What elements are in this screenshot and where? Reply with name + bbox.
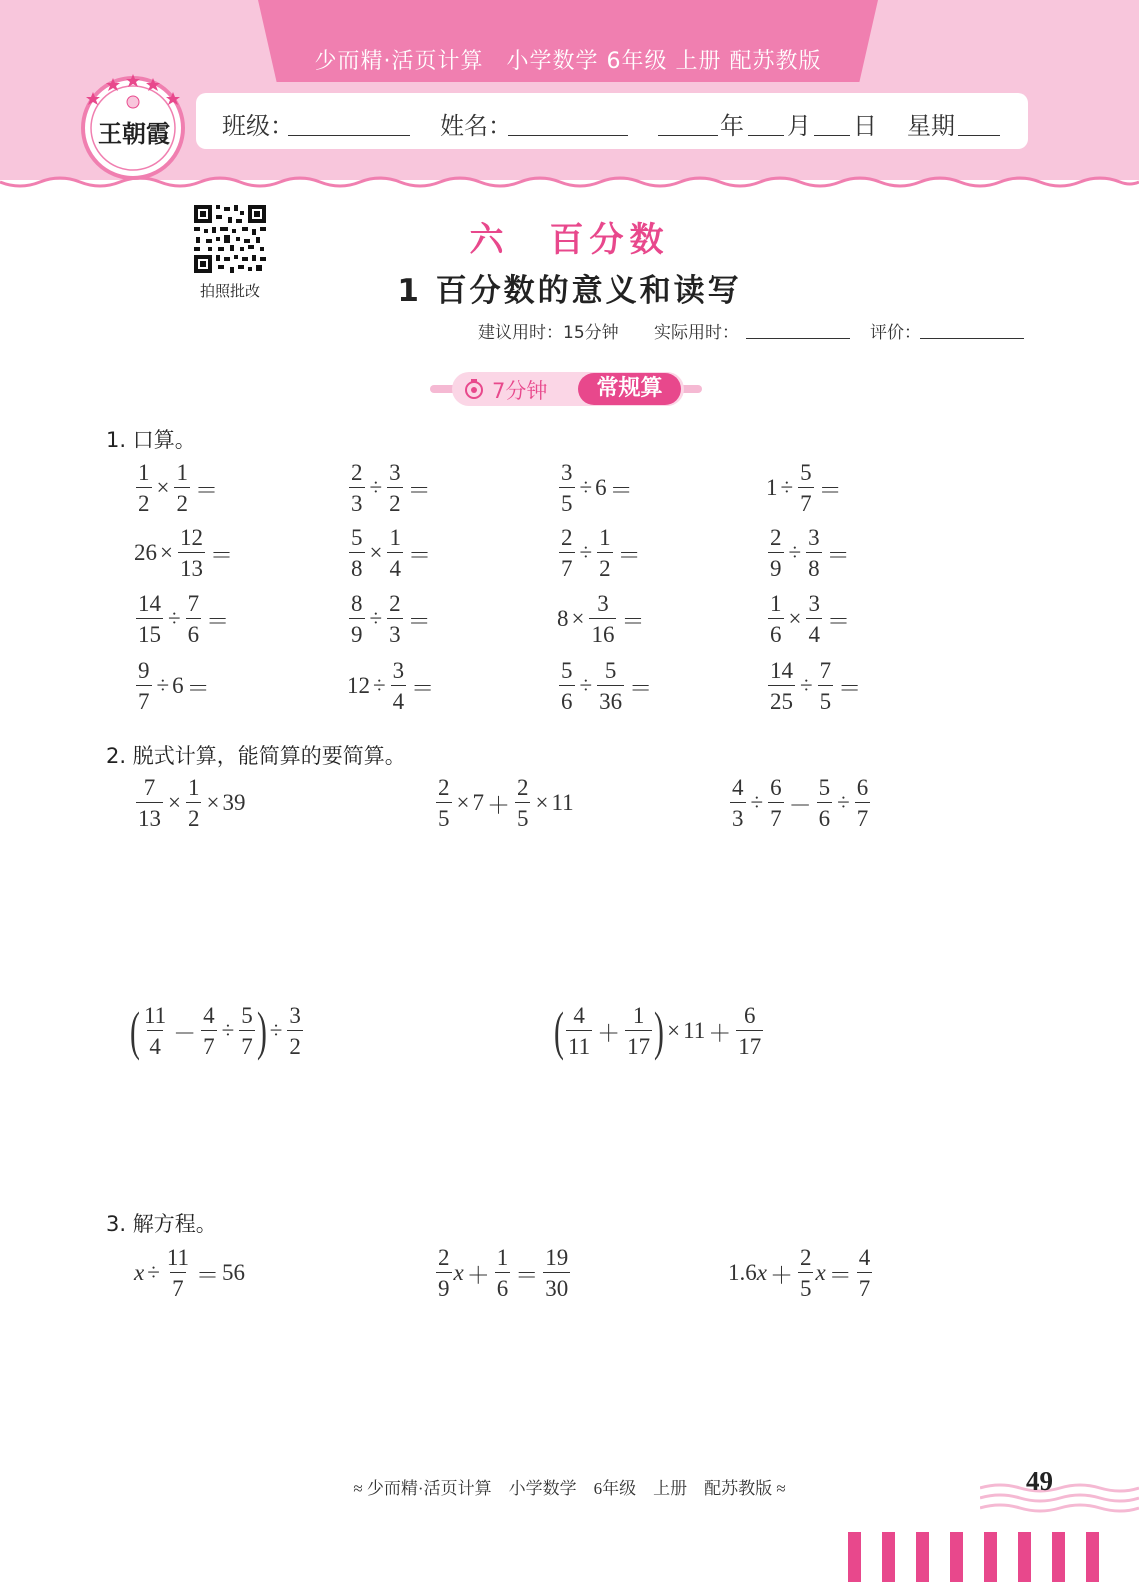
q3-item-1: x ÷ $\frac{11}{7}$ ＝ 56 <box>134 1245 245 1301</box>
timer-text: 7分钟 <box>492 379 548 403</box>
footer-stripe <box>1052 1532 1065 1582</box>
qr-caption: 拍照批改 <box>199 282 260 300</box>
footer-stripe <box>916 1532 929 1582</box>
q1-item-4: 1 ÷ $\frac{5}{7}$ ＝ <box>766 460 842 516</box>
footer-stripe <box>1086 1532 1099 1582</box>
stopwatch-icon <box>463 378 485 400</box>
year-field[interactable] <box>658 135 718 136</box>
day-field[interactable] <box>814 135 850 136</box>
q2-item-4: ( $\frac{11}{4}$ － $\frac{4}{7}$ ÷ $\frac{5}{7}$ ) ÷ $\frac{3}{2}$ <box>130 1001 301 1061</box>
suggested-time: 建议用时：15分钟 <box>478 323 619 343</box>
lesson-title: 1 百分数的意义和读写 <box>397 273 742 309</box>
q1-item-9: $\frac{14}{15}$ ÷ $\frac{7}{6}$ ＝ <box>138 591 230 647</box>
name-label: 姓名： <box>440 112 512 140</box>
footer-stripe <box>1018 1532 1031 1582</box>
q1-item-10: $\frac{8}{9}$ ÷ $\frac{2}{3}$ ＝ <box>351 591 431 647</box>
q2-item-3: $\frac{4}{3}$ ÷ $\frac{6}{7}$ － $\frac{5}{6}$ ÷ $\frac{6}{7}$ <box>732 775 869 831</box>
month-label: 月 <box>787 112 811 140</box>
q1-item-8: $\frac{2}{9}$ ÷ $\frac{3}{8}$ ＝ <box>770 525 850 581</box>
q1-item-14: 12 ÷ $\frac{3}{4}$ ＝ <box>347 658 435 714</box>
evaluation-label: 评价： <box>870 323 921 343</box>
actual-time-label: 实际用时： <box>654 323 739 343</box>
class-label: 班级： <box>222 112 294 140</box>
q2-item-5: ( $\frac{4}{11}$ ＋ $\frac{1}{17}$ ) × 11 ＋ $\frac{6}{17}$ <box>554 1001 762 1061</box>
q3-item-2: $\frac{2}{9}$ x ＋ $\frac{1}{6}$ ＝ $\frac{19}{30}$ <box>438 1245 569 1301</box>
name-field[interactable] <box>508 135 628 136</box>
page-number: 49 <box>1026 1466 1053 1496</box>
q3-item-3: 1.6 x ＋ $\frac{2}{5}$ x ＝ $\frac{4}{7}$ <box>728 1245 871 1301</box>
unit-title: 六 百分数 <box>469 220 670 260</box>
q1-item-12: $\frac{1}{6}$ × $\frac{3}{4}$ ＝ <box>770 591 850 647</box>
footer-stripe <box>882 1532 895 1582</box>
q1-item-16: $\frac{14}{25}$ ÷ $\frac{7}{5}$ ＝ <box>770 658 862 714</box>
evaluation-field[interactable] <box>920 338 1024 339</box>
footer-text: ≈ 少而精·活页计算 小学数学 6年级 上册 配苏教版 ≈ <box>353 1479 786 1498</box>
q1-item-3: $\frac{3}{5}$ ÷ 6 ＝ <box>561 460 633 516</box>
q1-item-5: 26 × $\frac{12}{13}$ ＝ <box>134 525 233 581</box>
q2-item-2: $\frac{2}{5}$ × 7 ＋ $\frac{2}{5}$ × 11 <box>438 775 574 831</box>
month-field[interactable] <box>748 135 784 136</box>
footer-wave <box>980 1478 1139 1524</box>
header-tab-text: 少而精·活页计算 小学数学 6年级 上册 配苏教版 <box>314 49 822 74</box>
footer-stripe <box>950 1532 963 1582</box>
footer-stripe <box>848 1532 861 1582</box>
q1-item-11: 8 × $\frac{3}{16}$ ＝ <box>557 591 645 647</box>
question-1-title: 1. 口算。 <box>106 428 196 452</box>
q2-item-1: $\frac{7}{13}$ × $\frac{1}{2}$ × 39 <box>138 775 246 831</box>
footer-stripe <box>984 1532 997 1582</box>
q1-item-6: $\frac{5}{8}$ × $\frac{1}{4}$ ＝ <box>351 525 431 581</box>
day-label: 日 <box>853 112 877 140</box>
actual-time-field[interactable] <box>746 338 850 339</box>
year-label: 年 <box>720 112 744 140</box>
q1-item-7: $\frac{2}{7}$ ÷ $\frac{1}{2}$ ＝ <box>561 525 641 581</box>
class-field[interactable] <box>288 135 410 136</box>
weekday-label: 星期 <box>907 112 955 140</box>
q1-item-2: $\frac{2}{3}$ ÷ $\frac{3}{2}$ ＝ <box>351 460 431 516</box>
q1-item-1: $\frac{1}{2}$ × $\frac{1}{2}$ ＝ <box>138 460 218 516</box>
question-3-title: 3. 解方程。 <box>106 1212 217 1236</box>
q1-item-15: $\frac{5}{6}$ ÷ $\frac{5}{36}$ ＝ <box>561 658 653 714</box>
q1-item-13: $\frac{9}{7}$ ÷ 6 ＝ <box>138 658 210 714</box>
weekday-field[interactable] <box>958 135 1000 136</box>
question-2-title: 2. 脱式计算，能简算的要简算。 <box>106 744 406 768</box>
logo-text: 王朝霞 <box>98 119 170 148</box>
student-info-box <box>196 93 1028 149</box>
calc-type-tag: 常规算 <box>578 373 681 405</box>
